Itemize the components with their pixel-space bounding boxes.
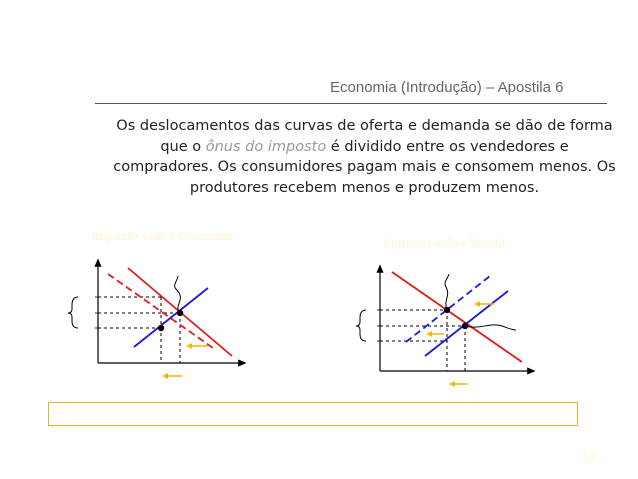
left-guides [98, 297, 180, 363]
page-header-title: Economia (Introdução) – Apostila 6 [330, 79, 564, 96]
right-chart-title: Imposto sobre Venda [384, 236, 506, 250]
left-tax-brace [68, 297, 78, 328]
right-callout-curve-2 [465, 325, 516, 330]
right-guides [380, 310, 465, 371]
footnote-box [48, 402, 578, 426]
left-chart-title: Imposto sobre Consumo [92, 229, 234, 243]
left-chart [68, 262, 243, 379]
right-tax-brace [356, 310, 366, 341]
right-chart [356, 268, 532, 387]
page-number: 13 [582, 450, 596, 464]
paragraph-text-1: Os deslocamentos das curvas de oferta e demanda se dão de forma que o [116, 118, 613, 155]
left-supply [134, 288, 208, 347]
paragraph-emphasis: ônus do imposto [205, 138, 327, 155]
right-shift-arrows [426, 301, 494, 387]
paragraph-text-2: é dividido entre os vendedores e compradores. Os consumidores pagam mais e consomem menos. Os produtores recebem menos e produzem menos. [113, 138, 616, 196]
right-axes [380, 268, 532, 371]
right-demand [392, 272, 522, 362]
left-equilibrium-new [158, 325, 164, 331]
right-callout-curve [445, 274, 449, 310]
left-shift-arrows [162, 343, 208, 379]
